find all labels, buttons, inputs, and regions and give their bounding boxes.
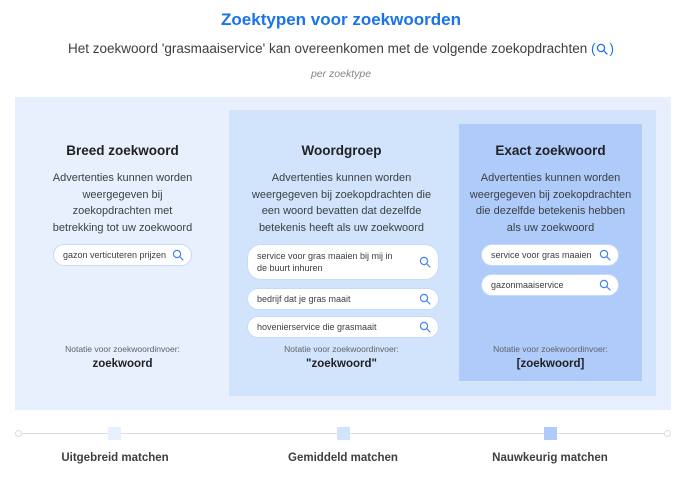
phrase-match-description [233,170,450,236]
exact-notation-value: [zoekwoord] [516,358,585,370]
query-text-line: de buurt inhuren [257,263,323,273]
subtitle-close-paren: ) [609,41,614,56]
exact-query-pill [481,274,619,296]
broad-match-description [20,170,225,236]
search-icon [172,249,184,261]
search-icon [599,249,611,261]
exact-match-label: Nauwkeurig matchen [492,452,608,464]
phrase-match-label: Gemiddeld matchen [288,452,398,464]
broad-notation-label: Notatie voor zoekwoordinvoer: [65,344,180,354]
exact-match-title: Exact zoekwoord [495,143,606,158]
phrase-match-title: Woordgroep [301,143,382,158]
description-line: betrekking tot uw zoekwoord [52,221,193,234]
exact-match-marker [544,427,557,440]
description-line: weergegeven bij zoekopdrachten die [251,188,432,201]
phrase-notation-value: "zoekwoord" [306,358,377,370]
page-subtitle [0,41,682,56]
query-text: gazon verticuteren prijzen [63,250,167,260]
phrase-match-column [233,143,450,236]
description-line: Advertenties kunnen worden [480,172,621,184]
phrase-notation-label: Notatie voor zoekwoordinvoer: [284,344,399,354]
description-line: zoekopdrachten met [72,205,173,217]
description-line: die dezelfde betekenis hebben [475,205,626,217]
description-line: betekenis heeft als uw zoekwoord [258,221,425,234]
search-icon [599,279,611,291]
broad-match-title: Breed zoekwoord [66,143,179,158]
description-line: een woord bevatten dat dezelfde [261,205,422,217]
broad-match-label: Uitgebreid matchen [61,452,169,464]
per-search-type-caption: per zoektype [310,68,372,80]
phrase-query-pill [247,244,439,280]
description-line: als uw zoekwoord [506,221,595,234]
page-title: Zoektypen voor zoekwoorden [221,10,461,29]
exact-query-pill [481,244,619,266]
broad-query-pill [53,244,192,266]
query-text-line: service voor gras maaien bij mij in [257,251,393,261]
description-line: weergegeven bij [82,188,163,201]
query-text: service voor gras maaien [491,250,592,260]
search-icon [419,321,431,333]
exact-match-column [459,143,642,236]
broad-match-marker [108,427,121,440]
query-text: gazonmaaiservice [491,280,564,290]
description-line: weergegeven bij zoekopdrachten [469,188,632,201]
subtitle-open-paren: ( [590,41,596,56]
phrase-query-pill [247,288,439,310]
search-icon [419,256,431,268]
subtitle-text: Het zoekwoord 'grasmaaiservice' kan overeenkomen met de volgende zoekopdrachten [68,41,588,56]
phrase-query-pill [247,316,439,338]
query-text [257,250,393,274]
match-scale-start [15,430,22,437]
exact-notation-label: Notatie voor zoekwoordinvoer: [493,344,608,354]
match-scale-end [664,430,671,437]
description-line: Advertenties kunnen worden [271,172,412,184]
broad-match-column [20,143,225,236]
search-icon [596,43,608,55]
broad-notation-value: zoekwoord [92,358,153,370]
query-text: bedrijf dat je gras maait [257,294,351,304]
description-line: Advertenties kunnen worden [52,172,193,184]
phrase-match-marker [337,427,350,440]
search-icon [419,293,431,305]
query-text: hovenierservice die grasmaait [257,322,377,332]
exact-match-description [459,170,642,236]
